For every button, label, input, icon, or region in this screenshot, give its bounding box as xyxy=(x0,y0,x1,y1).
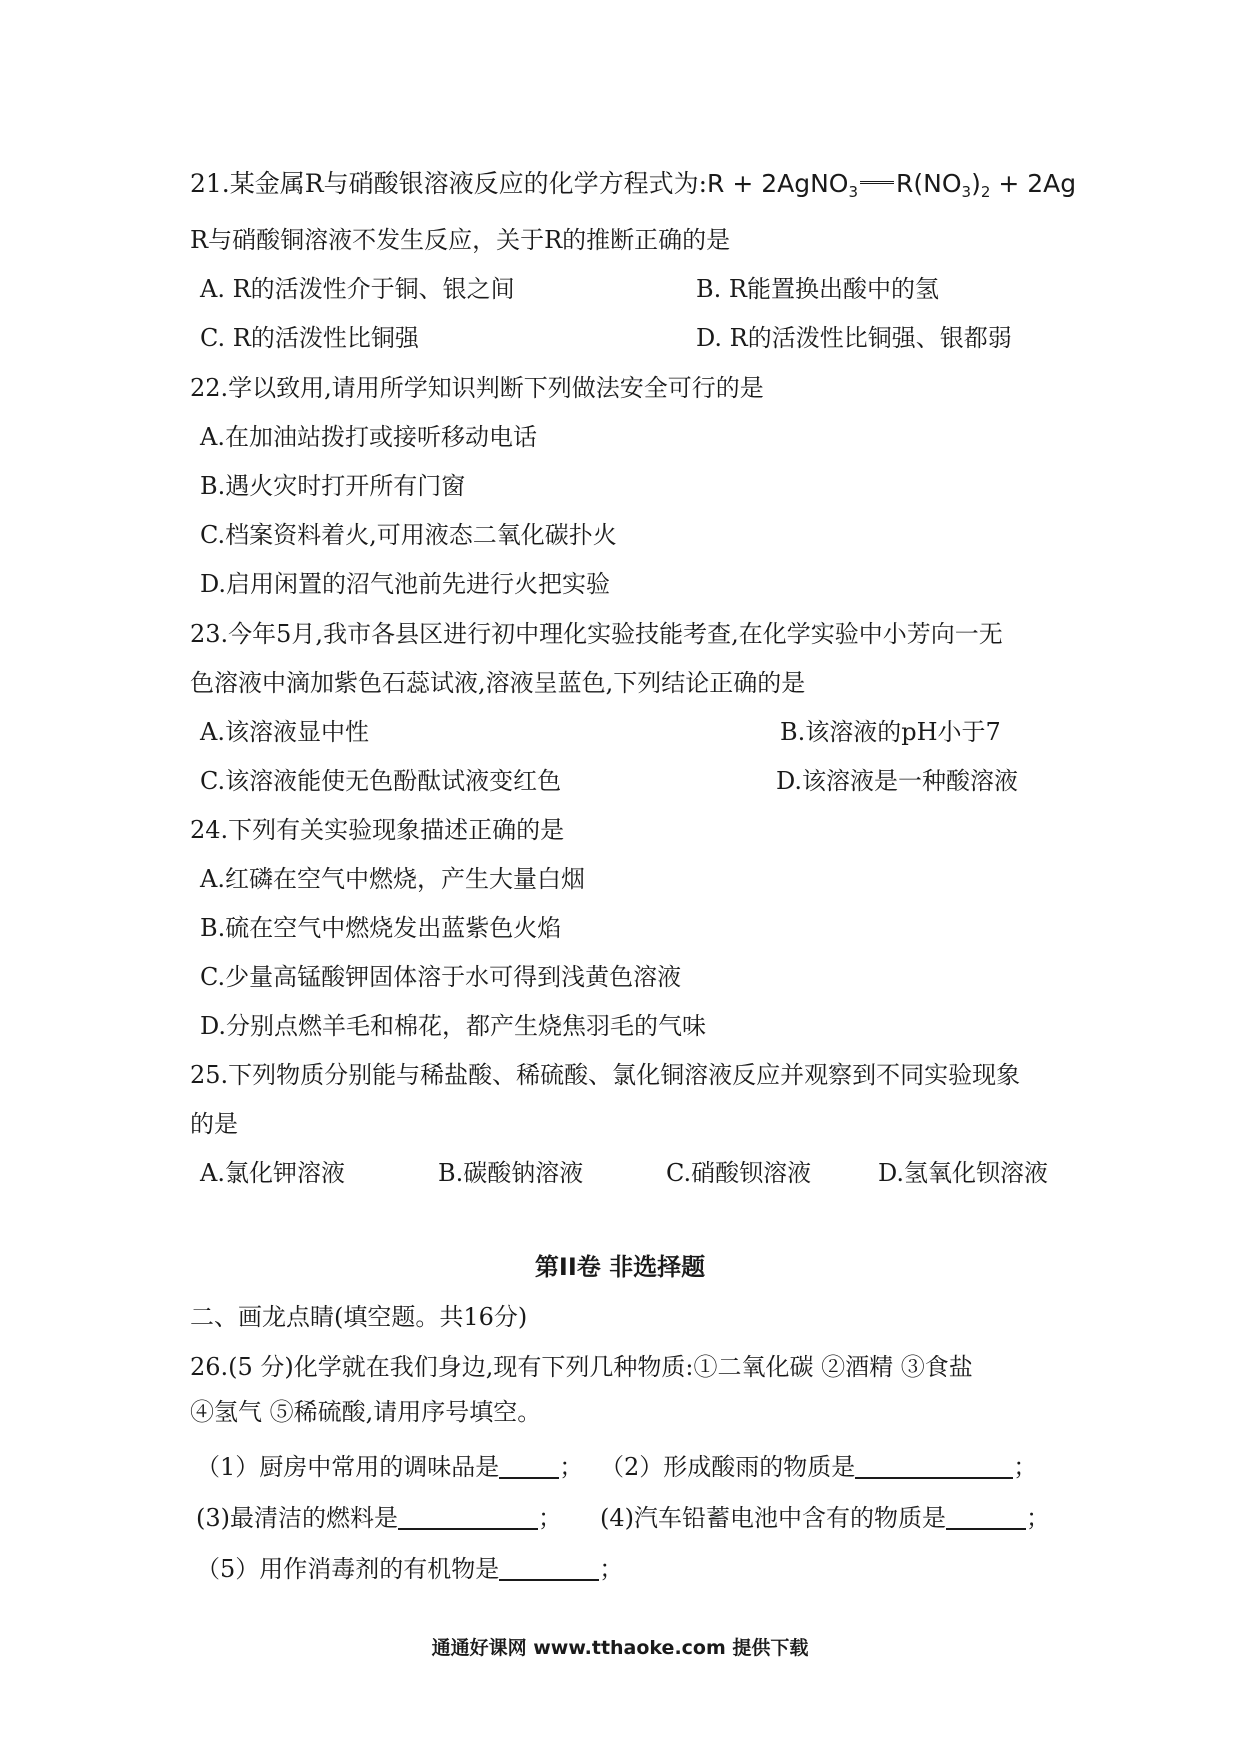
q26-part-1 xyxy=(196,1451,583,1483)
answer-blank[interactable] xyxy=(946,1504,1026,1530)
q25-stem-line1: 25.下列物质分别能与稀盐酸、稀硫酸、氯化铜溶液反应并观察到不同实验现象 xyxy=(190,1061,1021,1089)
q21-equation xyxy=(707,169,1077,201)
punctuation: ； xyxy=(538,1504,562,1532)
q26-part-2 xyxy=(600,1451,1037,1483)
subscript: 3 xyxy=(848,183,859,201)
punctuation: ； xyxy=(1013,1453,1038,1481)
q26-stem-line2: ④氢气 ⑤稀硫酸,请用序号填空。 xyxy=(190,1398,542,1426)
q21-option-c: C. R的活泼性比铜强 xyxy=(200,324,419,352)
q26-part-2-label: （2）形成酸雨的物质是 xyxy=(600,1453,856,1481)
punctuation: ； xyxy=(599,1555,624,1583)
q26-part-3 xyxy=(196,1502,562,1534)
q26-stem-line1: 26.(5 分)化学就在我们身边,现有下列几种物质:①二氧化碳 ②酒精 ③食盐 xyxy=(190,1353,973,1381)
punctuation: ； xyxy=(559,1453,584,1481)
q21-option-a: A. R的活泼性介于铜、银之间 xyxy=(200,275,515,303)
q25-stem-line2: 的是 xyxy=(190,1110,238,1138)
q23-option-d: D.该溶液是一种酸溶液 xyxy=(776,767,1019,795)
q23-option-a: A.该溶液显中性 xyxy=(200,718,369,746)
subscript: 2 xyxy=(980,183,991,201)
q25-option-c: C.硝酸钡溶液 xyxy=(666,1159,812,1187)
q21-stem-line1 xyxy=(190,168,1076,208)
equation-reactants: R + 2AgNO xyxy=(707,169,849,198)
q25-option-b: B.碳酸钠溶液 xyxy=(438,1159,584,1187)
q26-part-4-label: (4)汽车铅蓄电池中含有的物质是 xyxy=(600,1504,946,1532)
q26-part-3-label: (3)最清洁的燃料是 xyxy=(196,1504,398,1532)
subscript: 3 xyxy=(961,183,972,201)
section-title: 第II卷 非选择题 xyxy=(534,1253,706,1281)
equation-equals-sign xyxy=(860,181,894,184)
equation-tail: + 2Ag xyxy=(990,169,1077,198)
answer-blank[interactable] xyxy=(398,1504,538,1530)
q24-stem: 24.下列有关实验现象描述正确的是 xyxy=(190,816,565,844)
answer-blank[interactable] xyxy=(855,1453,1013,1479)
footer-source: 通通好课网 www.tthaoke.com 提供下载 xyxy=(431,1637,809,1659)
q26-part-1-label: （1）厨房中常用的调味品是 xyxy=(196,1453,500,1481)
q24-option-a: A.红磷在空气中燃烧，产生大量白烟 xyxy=(200,865,585,893)
q22-option-a: A.在加油站拨打或接听移动电话 xyxy=(200,423,537,451)
q22-option-c: C.档案资料着火,可用液态二氧化碳扑火 xyxy=(200,521,617,549)
q22-option-b: B.遇火灾时打开所有门窗 xyxy=(200,472,466,500)
punctuation: ； xyxy=(1026,1504,1050,1532)
q26-part-5 xyxy=(196,1553,623,1585)
q24-option-d: D.分别点燃羊毛和棉花，都产生烧焦羽毛的气味 xyxy=(200,1012,707,1040)
q26-part-5-label: （5）用作消毒剂的有机物是 xyxy=(196,1555,500,1583)
q22-option-d: D.启用闲置的沼气池前先进行火把实验 xyxy=(200,570,611,598)
q26-part-4 xyxy=(600,1502,1050,1534)
q21-option-b: B. R能置换出酸中的氢 xyxy=(696,275,939,303)
q22-stem: 22.学以致用,请用所学知识判断下列做法安全可行的是 xyxy=(190,374,764,402)
q23-stem-line1: 23.今年5月,我市各县区进行初中理化实验技能考查,在化学实验中小芳向一无 xyxy=(190,620,1003,648)
equation-product: R(NO xyxy=(896,169,962,198)
part-heading: 二、画龙点睛(填空题。共16分) xyxy=(190,1303,528,1331)
q24-option-b: B.硫在空气中燃烧发出蓝紫色火焰 xyxy=(200,914,562,942)
q23-stem-line2: 色溶液中滴加紫色石蕊试液,溶液呈蓝色,下列结论正确的是 xyxy=(190,669,806,697)
answer-blank[interactable] xyxy=(499,1453,559,1479)
q25-option-d: D.氢氧化钡溶液 xyxy=(878,1159,1049,1187)
q23-option-c: C.该溶液能使无色酚酞试液变红色 xyxy=(200,767,562,795)
q25-option-a: A.氯化钾溶液 xyxy=(200,1159,345,1187)
paren: ) xyxy=(971,169,981,198)
q21-stem-prefix: 21.某金属R与硝酸银溶液反应的化学方程式为: xyxy=(190,169,708,198)
q24-option-c: C.少量高锰酸钾固体溶于水可得到浅黄色溶液 xyxy=(200,963,682,991)
answer-blank[interactable] xyxy=(499,1555,599,1581)
q21-option-d: D. R的活泼性比铜强、银都弱 xyxy=(696,324,1012,352)
q23-option-b: B.该溶液的pH小于7 xyxy=(780,718,1001,746)
q21-stem-line2: R与硝酸铜溶液不发生反应，关于R的推断正确的是 xyxy=(190,226,731,254)
